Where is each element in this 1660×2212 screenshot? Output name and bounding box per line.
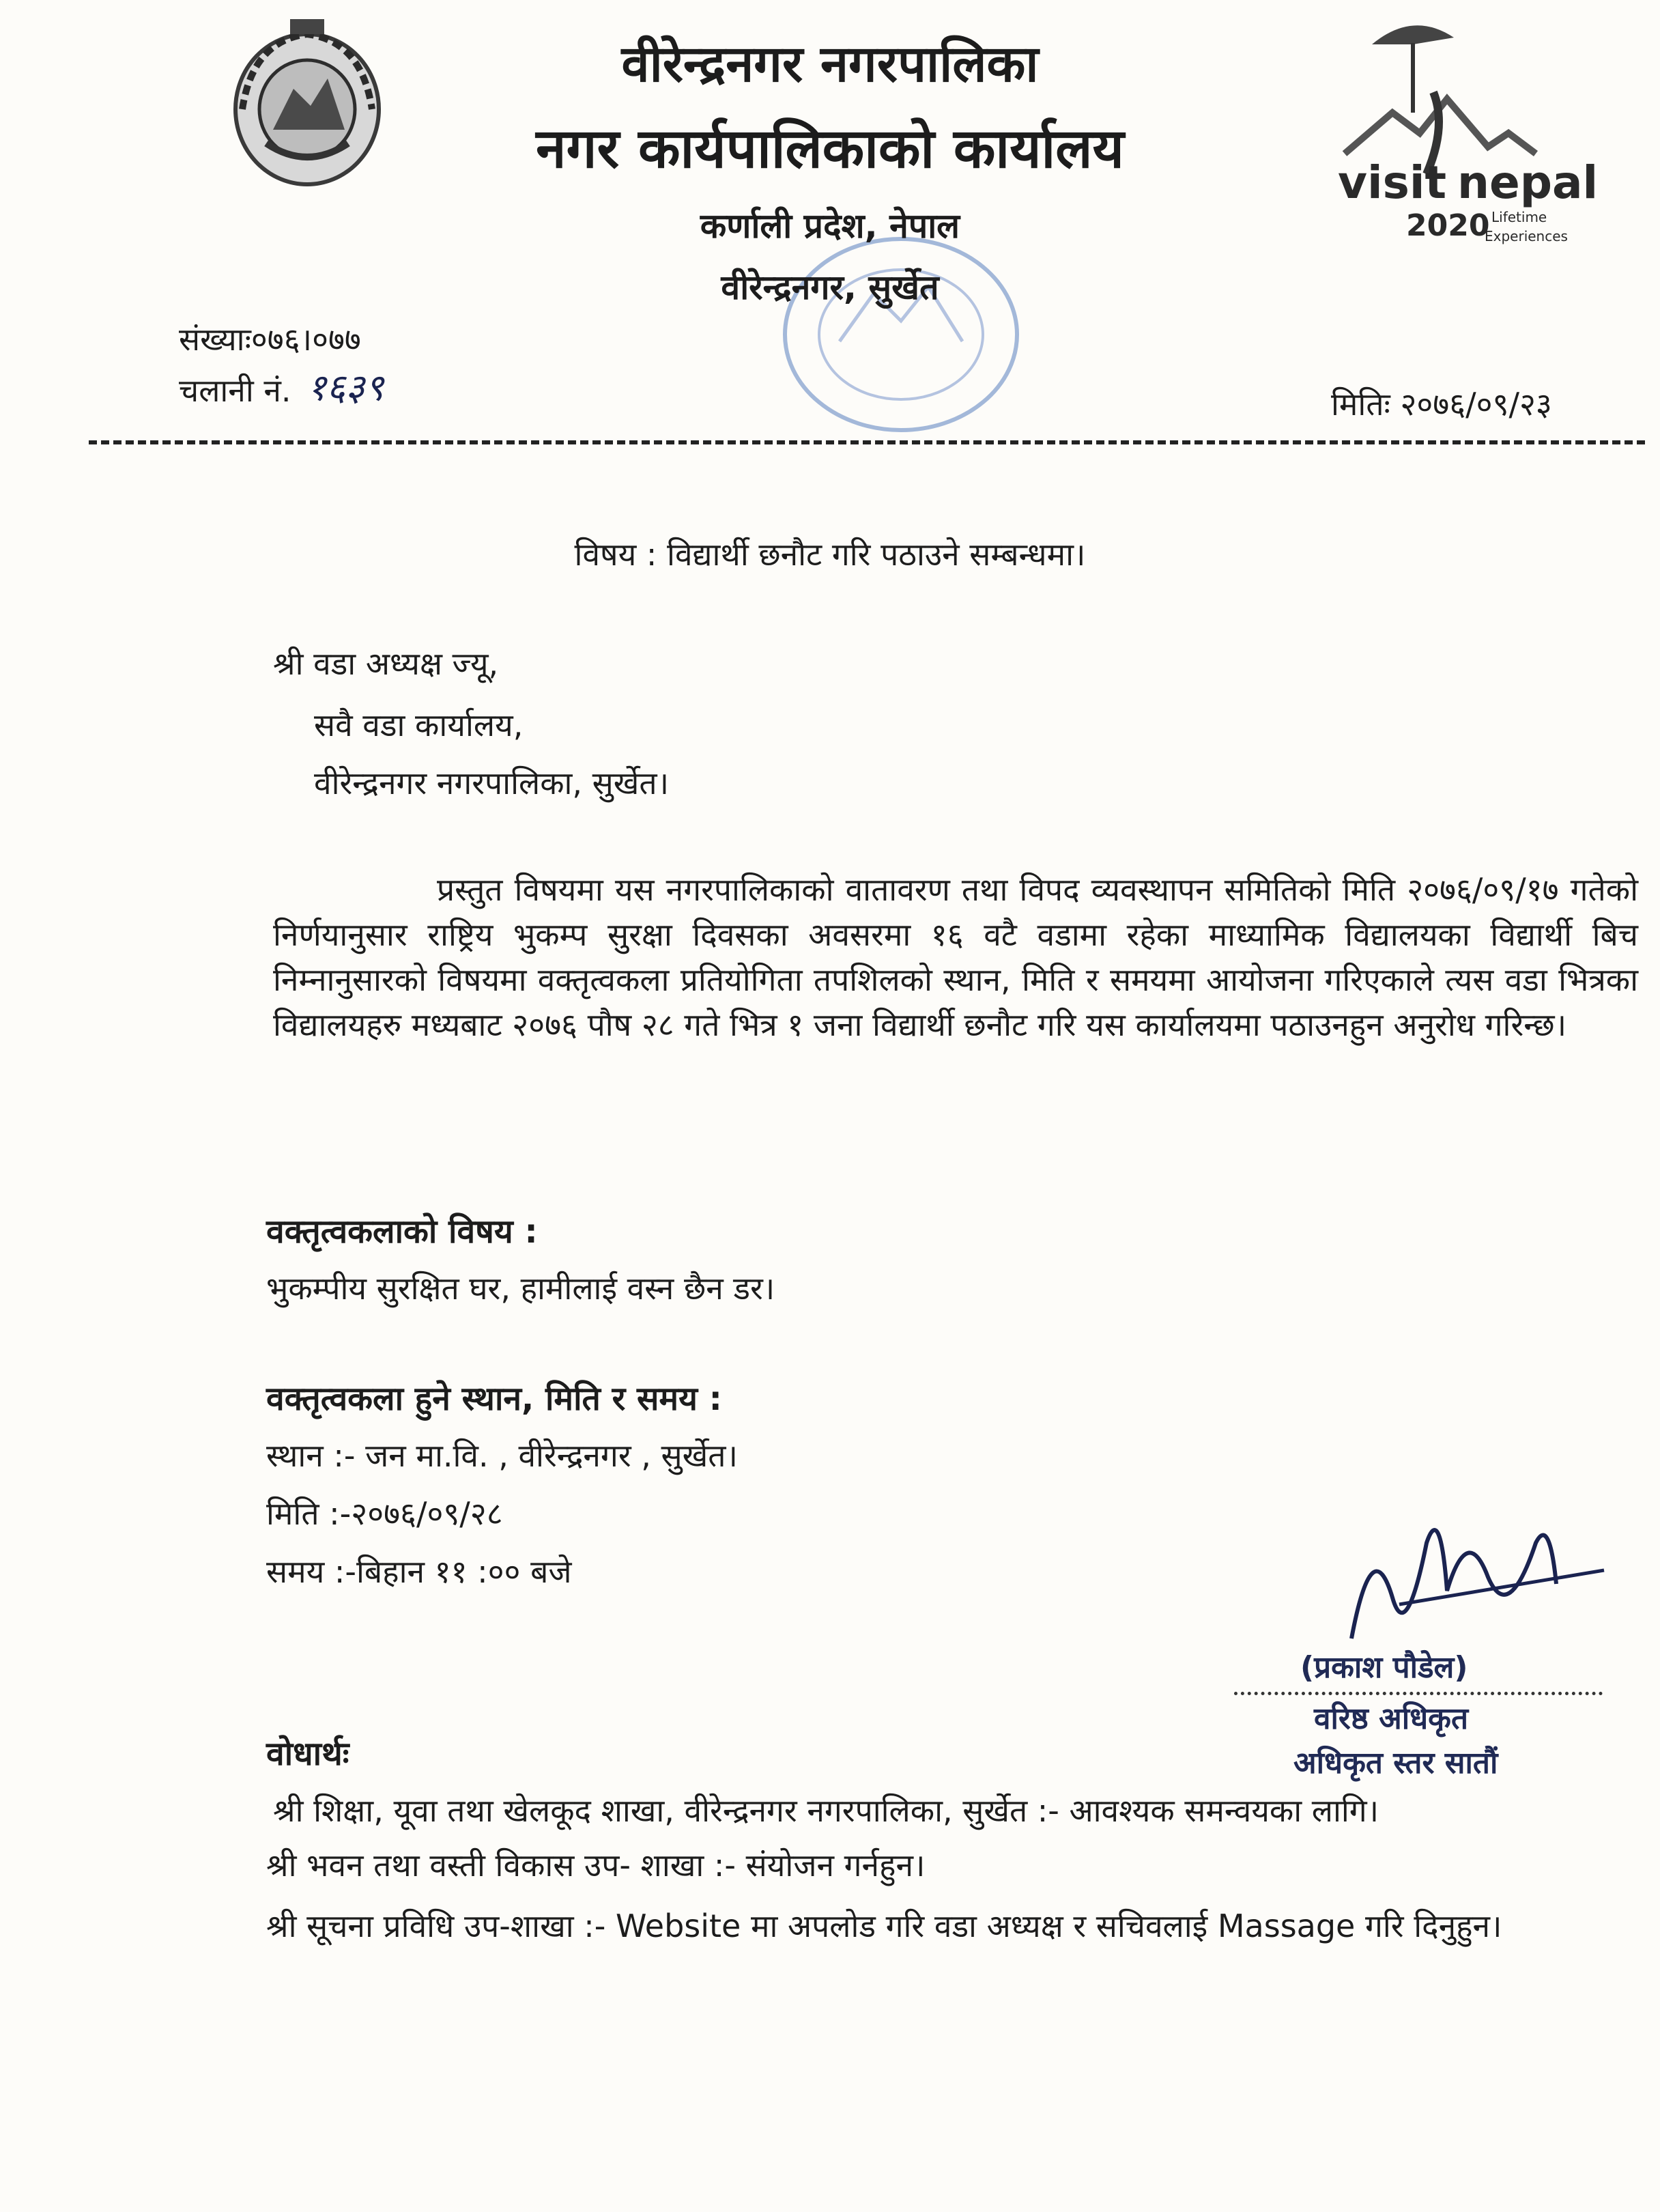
logo-nepal-text: nepal (1457, 156, 1599, 209)
office-title: नगर कार्यपालिकाको कार्यालय (536, 117, 1124, 180)
recipient-line-3: वीरेन्द्रनगर नगरपालिका, सुर्खेत। (314, 765, 670, 802)
venue-heading: वक्तृत्वकला हुने स्थान, मिति र समय : (266, 1380, 722, 1418)
venue-place: स्थान :- जन मा.वि. , वीरेन्द्रनगर , सुर्खेत। (266, 1437, 738, 1474)
header-divider (89, 440, 1645, 444)
topic-text: भुकम्पीय सुरक्षित घर, हामीलाई वस्न छैन डर। (266, 1270, 775, 1307)
recipient-line-2: सवै वडा कार्यालय, (314, 707, 524, 743)
logo-visit-text: visit (1338, 156, 1447, 209)
handwritten-signature (1331, 1502, 1618, 1666)
signatory-rank: अधिकृत स्तर सातौं (1293, 1746, 1498, 1781)
sankhya-number: संख्याः०७६।०७७ (179, 321, 361, 358)
chalani-label: चलानी नं. (179, 372, 291, 409)
city-line: वीरेन्द्रनगर, सुर्खेत (721, 268, 939, 307)
recipient-line-1: श्री वडा अध्यक्ष ज्यू, (273, 645, 499, 682)
logo-year-text: 2020 (1406, 208, 1490, 243)
logo-tagline-2: Experiences (1485, 228, 1568, 244)
municipality-title: वीरेन्द्रनगर नगरपालिका (621, 35, 1039, 94)
cc-line-1: श्री शिक्षा, यूवा तथा खेलकूद शाखा, वीरेन्द्रनगर नगरपालिका, सुर्खेत :- आवश्यक समन्वयका लागि। (273, 1792, 1379, 1829)
venue-date: मिति :-२०७६/०९/२८ (266, 1495, 503, 1532)
topic-heading: वक्तृत्वकलाको विषय : (266, 1213, 538, 1251)
signatory-title: वरिष्ठ अधिकृत (1314, 1701, 1469, 1736)
letter-date: मितिः २०७६/०९/२३ (1331, 386, 1552, 423)
logo-tagline-1: Lifetime (1491, 209, 1547, 225)
chalani-handwritten-number: १६३९ (307, 366, 384, 409)
letter-subject: विषय : विद्यार्थी छनौट गरि पठाउने सम्बन्धमा। (574, 536, 1086, 573)
cc-heading: वोधार्थः (266, 1735, 349, 1773)
province-line: कर्णाली प्रदेश, नेपाल (700, 206, 960, 246)
venue-time: समय :-बिहान ११ :०० बजे (266, 1553, 572, 1590)
signature-line (1234, 1692, 1603, 1695)
cc-line-2: श्री भवन तथा वस्ती विकास उप- शाखा :- संयोजन गर्नहुन। (266, 1847, 926, 1884)
signatory-name: (प्रकाश पौडेल) (1300, 1650, 1468, 1685)
cc-line-3: श्री सूचना प्रविधि उप-शाखा :- Website मा अपलोड गरि वडा अध्यक्ष र सचिवलाई Massage गरि दिनुहुन। (266, 1908, 1502, 1944)
office-stamp (764, 225, 1051, 451)
body-paragraph: प्रस्तुत विषयमा यस नगरपालिकाको वातावरण तथा विपद व्यवस्थापन समितिको मिति २०७६/०९/१७ गतेको निर्णयानुसार राष्ट्रिय भुकम्प सुरक्षा दिवसका अवसरमा १६ वटै वडामा रहेका माध्यामिक विद्यालयका विद्यार्थी बिच निम्नानुसारको विषयमा वक्तृत्वकला प्रतियोगिता तपशिलको स्थान, मिति र समयमा आयोजना गरिएकाले त्यस वडा भित्रका विद्यालयहरु मध्यबाट २०७६ पौष २८ गते भित्र १ जना विद्यार्थी छनौट गरि यस कार्यालयमा पठाउनहुन अनुरोध गरिन्छ। (273, 871, 1638, 1043)
